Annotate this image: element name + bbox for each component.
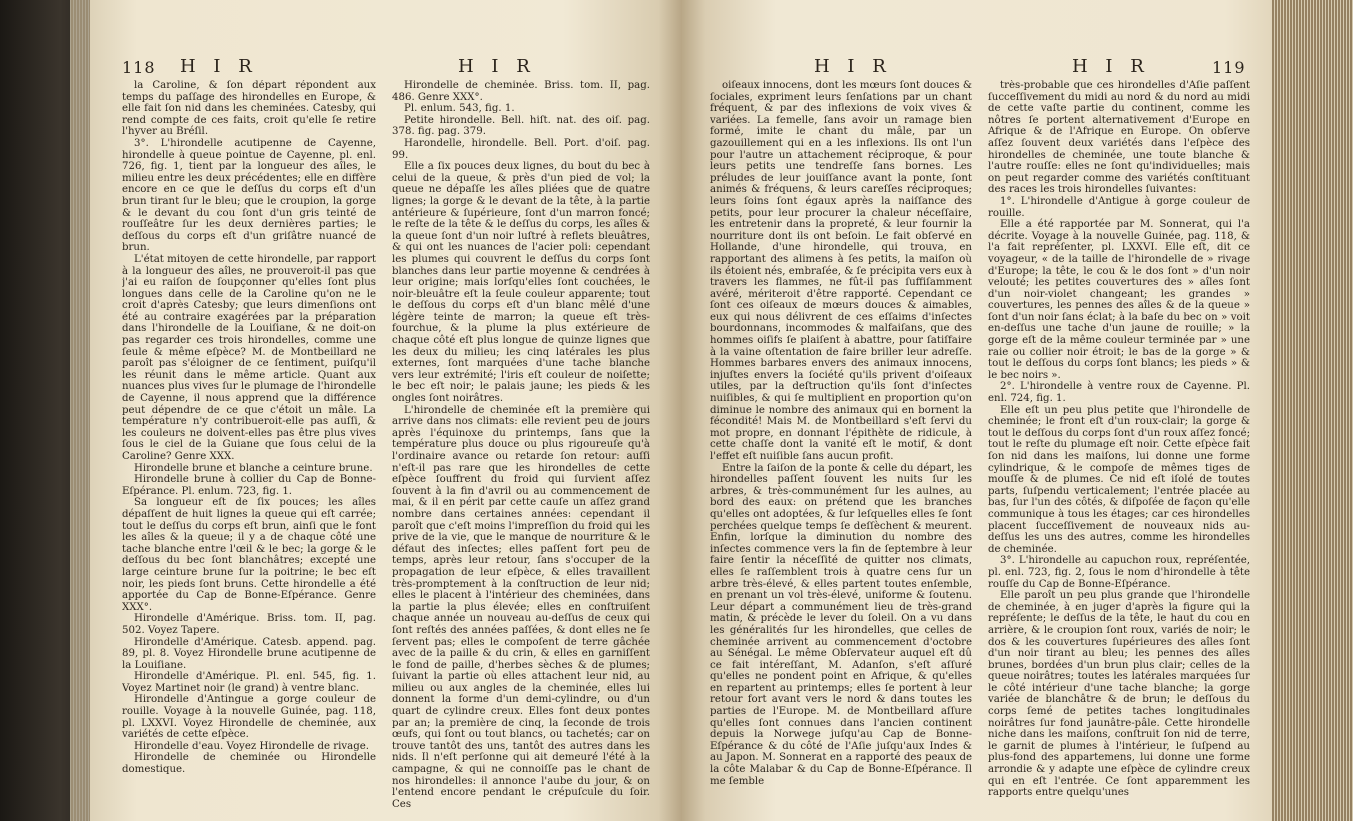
left-page [90, 0, 682, 821]
text-paragraph: Hirondelle d'Antingue a gorge couleur de rouille. Voyage à la nouvelle Guinée, pag. 118, pl. LXXVI. Voyez Hirondelle de cheminée, aux variétés de cette eſpèce. [122, 694, 376, 741]
text-paragraph: Petite hirondelle. Bell. hiſt. nat. des oiſ. pag. 378. fig. pag. 379. [392, 114, 650, 138]
text-paragraph: Elle paroît un peu plus grande que l'hirondelle de cheminée, à en juger d'après la figure qui la repréſente; le deſſus de la tête, le haut du cou en arrière, & le croupion ſont roux, variés de noir; le dos & les couvertures ſupérieures des aîles ſont d'un noir tirant au bleu; les pennes des aîles brunes, bordées d'un brun plus clair; celles de la queue noirâtres; toutes les latérales marquées ſur le côté intérieur d'une tache blanche; la gorge variée de blanchâtre & de brun; le deſſous du corps ſemé de petites taches longitudinales noirâtres ſur fond jaunâtre-pâle. Cette hirondelle niche dans les maiſons, conſtruit ſon nid de terre, le garnit de plumes à l'intérieur, le ſuſpend au plus-fond des appartemens, lui donne une forme arrondie & y adapte une eſpèce de cylindre creux qui en eſt l'entrée. Ce ſont apparemment les rapports entre quelqu'unes [988, 590, 1250, 799]
text-paragraph: L'hirondelle de cheminée eſt la première qui arrive dans nos climats: elle revient peu de jours après l'équinoxe du printemps, ſans que la température plus douce ou plus rigoureuſe qu'à l'ordinaire avance ou retarde ſon retour: auſſi n'eſt-il pas rare que les hirondelles de cette eſpèce ſouffrent du froid qui ſurvient aſſez ſouvent à la fin d'avril ou au commencement de mai, & il en périt par cette cauſe un aſſez grand nombre dans certaines années: cependant il paroît que c'eſt moins l'impreſſion du froid qui les prive de la vie, que le manque de nourriture & le défaut des inſectes; elles paſſent fort peu de temps, après leur retour, ſans s'occuper de la propagation de leur eſpèce, & elles travaillent très-promptement à la conſtruction de leur nid; elles le placent à l'intérieur des cheminées, dans la partie la plus élevée; elles en conſtruiſent chaque année un nouveau au-deſſus de ceux qui ſont reſtés des années paſſées, & dont elles ne ſe ſervent pas; elles le compoſent de terre gâchée avec de la paille & du crin, & elles en garniſſent le fond de paille, d'herbes sèches & de plumes; ſuivant la partie où elles attachent leur nid, au milieu ou aux angles de la cheminée, elles lui donnent la forme d'un demi-cylindre, ou d'un quart de cylindre creux. Elles font deux pontes par an; la première de cinq, la ſeconde de trois œufs, qui ſont ou tout blancs, ou tachetés; car on trouve tantôt des uns, tantôt des autres dans les nids. Il n'eſt perſonne qui ait demeuré l'été à la campagne, & qui ne connoiſſe pas le chant de nos hirondelles: il annonce l'aube du jour, & on l'entend encore pendant le crépuſcule du ſoir. Ces [392, 404, 650, 810]
text-paragraph: Sa longueur eſt de ſix pouces; les aîles dépaſſent de huit lignes la queue qui eſt carrée; tout le deſſus du corps eſt brun, ainſi que le font les aîles & la queue; il y a de chaque côté une tache blanche entre l'œil & le bec; la gorge & le deſſous du bec ſont blanchâtres; excepté une large ceinture brune ſur la poitrine; le bec eſt noir, les pieds ſont bruns. Cette hirondelle a été apportée du Cap de Bonne-Eſpérance. Genre XXX°. [122, 497, 376, 613]
left-page-header [90, 58, 682, 80]
right-column-2 [988, 80, 1250, 810]
text-paragraph: Hirondelle de cheminée ou Hirondelle domestique. [122, 752, 376, 776]
text-paragraph: Entre la ſaiſon de la ponte & celle du départ, les hirondelles paſſent ſouvent les nuits ſur les arbres, & très-communément ſur les aulnes, au bord des eaux: on prétend que les branches qu'elles ont adoptées, & ſur leſquelles elles ſe ſont perchées quelque temps ſe deſſèchent & meurent. Enfin, lorſque la diminution du nombre des inſectes commence vers la fin de ſeptembre à leur faire ſentir la néceſſité de quitter nos climats, elles ſe raſſemblent trois à quatre cens ſur un arbre très-élevé, & elles partent toutes enſemble, en prenant un vol très-élevé, uniforme & ſoutenu. Leur départ a communément lieu de très-grand matin, & précède le lever du ſoleil. On a vu dans les généralités ſur les hirondelles, que celles de cheminée arrivent au commencement d'octobre au Sénégal. Le même Obſervateur auquel eſt dû ce fait intéreſſant, M. Adanſon, s'eſt aſſuré qu'elles ne pondent point en Afrique, & qu'elles en repartent au printemps; elles ſe portent à leur retour fort avant vers le nord & dans toutes les parties de l'Europe. M. de Montbeillard aſſure qu'elles ſont connues dans l'ancien continent depuis la Norwege juſqu'au Cap de Bonne-Eſpérance & du côté de l'Aſie juſqu'aux Indes & au Japon. M. Sonnerat en a rapporté des peaux de la côte Malabar & du Cap de Bonne-Eſpérance. Il me ſemble [710, 462, 972, 787]
text-paragraph: 1°. L'hirondelle d'Antigue à gorge couleur de rouille. [988, 195, 1250, 219]
text-paragraph: la Caroline, & ſon départ répondent aux temps du paſſage des hirondelles en Europe, & elle fait ſon nid dans les cheminées. Catesby, qui rend compte de ces faits, croit qu'elle ſe retire l'hyver au Bréſil. [122, 80, 376, 138]
right-page-header [682, 58, 1272, 80]
text-paragraph: Harondelle, hirondelle. Bell. Port. d'oiſ. pag. 99. [392, 137, 650, 161]
left-running-head: H I R [180, 56, 258, 77]
text-paragraph: Hirondelle d'Amérique. Briss. tom. II, pag. 502. Voyez Tapere. [122, 613, 376, 636]
text-paragraph: Hirondelle d'eau. Voyez Hirondelle de rivage. [134, 740, 370, 752]
right-page [682, 0, 1272, 821]
text-paragraph: oiſeaux innocens, dont les mœurs ſont douces & ſociales, expriment leurs ſenſations par un chant fréquent, & par des inflexions de voix vives & variées. La femelle, ſans avoir un ramage bien formé, imite le chant du mâle, par un gazouillement qui en a les inflexions. Ils ont l'un pour l'autre un attachement réciproque, & pour leurs petits une tendreſſe ſans bornes. Les préludes de leur jouiſſance avant la ponte, ſont animés & fréquens, & leurs careſſes réciproques; leurs ſoins ſont égaux après la naiſſance des petits, pour leur procurer la chaleur néceſſaire, les entretenir dans la propreté, & leur fournir la nourriture dont ils ont beſoin. Le fait obſervé en Hollande, d'une hirondelle, qui trouva, en rapportant des alimens à ſes petits, la maiſon où ils étoient nés, embraſée, & ſe précipita vers eux à travers les flammes, ne fût-il pas ſuffiſamment avéré, mériteroit d'être rapporté. Cependant ce ſont ces oiſeaux de mœurs douces & aimables, eux qui nous délivrent de ces eſſaims d'inſectes bourdonnans, incommodes & malfaiſans, que des hommes oiſifs ſe plaiſent à abattre, pour ſatiſfaire à la vaine oſtentation de faire briller leur adreſſe. Hommes barbares envers des animaux innocens, injuſtes envers la ſociété qu'ils privent d'oiſeaux utiles, par la deſtruction qu'ils ſont d'inſectes nuiſibles, & qui ſe multiplient en proportion qu'on diminue le nombre des animaux qui en bornent la fécondité! Mais M. de Montbeillard s'eſt ſervi du mot propre, en donnant l'épithète de ridicule, à cette chaſſe dont la vanité eſt le motif, & dont l'effet eſt nuiſible ſans aucun profit. [710, 80, 972, 462]
right-page-number: 119 [1212, 58, 1246, 77]
text-paragraph: Hirondelle brune à collier du Cap de Bonne-Eſpérance. Pl. enlum. 723, fig. 1. [122, 474, 376, 497]
text-paragraph: Elle eſt un peu plus petite que l'hirondelle de cheminée; le front eſt d'un roux-clair; la gorge & tout le deſſous du corps ſont d'un roux aſſez foncé; tout le reſte du plumage eſt noir. Cette eſpèce fait ſon nid dans les maiſons, lui donne une forme cylindrique, & le compoſe de mêmes tiges de mouſſe & de plumes. Ce nid eſt iſolé de toutes parts, ſuſpendu verticalement; l'entrée placée au bas, ſur l'un des côtés, & diſpoſée de façon qu'elle communique à tous les étages; car ces hirondelles placent ſucceſſivement de nouveaux nids au-deſſus les uns des autres, comme les hirondelles de cheminée. [988, 404, 1250, 555]
text-paragraph: très-probable que ces hirondelles d'Aſie paſſent ſucceſſivement du midi au nord & du nord au midi de cette vaſte partie du continent, comme les nôtres ſe portent alternativement d'Europe en Afrique & de l'Afrique en Europe. On obſerve aſſez ſouvent deux variétés dans l'eſpèce des hirondelles de cheminée, une toute blanche & l'autre rouſſe: elles ne ſont qu'individuelles; mais on peut regarder comme des variétés conſtituant des races les trois hirondelles ſuivantes: [988, 80, 1250, 196]
text-paragraph: Hirondelle d'Amérique. Catesb. append. pag. 89, pl. 8. Voyez Hirondelle brune acutipenne de la Louiſiane. [122, 636, 376, 671]
left-running-head-2: H I R [458, 56, 536, 77]
right-running-head-right: H I R [1072, 56, 1150, 77]
right-page-edges [1268, 0, 1353, 821]
right-running-head-left: H I R [814, 56, 892, 77]
text-paragraph: 2°. L'hirondelle à ventre roux de Cayenne. Pl. enl. 724, fig. 1. [988, 381, 1250, 405]
left-column-1 [122, 80, 376, 810]
text-paragraph: L'état mitoyen de cette hirondelle, par rapport à la longueur des aîles, ne prouveroit-il pas que j'ai eu raiſon de ſoupçonner qu'elles ſont plus longues dans celle de la Caroline qu'on ne le croit d'après Catesby; que leurs dimenſions ont été au contraire exagérées par la préparation dans l'hirondelle de la Louiſiane, & ne doit-on pas regarder ces trois hirondelles, comme une ſeule & même eſpèce? M. de Montbeillard ne paroît pas s'éloigner de ce ſentiment, puiſqu'il les réunit dans le même article. Quant aux nuances plus vives ſur le plumage de l'hirondelle de Cayenne, il nous apprend que la différence peut dépendre de ce que c'étoit un mâle. La température n'y contribueroit-elle pas auſſi, & les couleurs ne doivent-elles pas être plus vives ſous le ciel de la Guiane que ſous celui de la Caroline? Genre XXX. [122, 253, 376, 462]
text-paragraph: Hirondelle brune et blanche a ceinture brune. [134, 462, 373, 474]
text-paragraph: Hirondelle d'Amérique. Pl. enl. 545, fig. 1. Voyez Martinet noir (le grand) à ventre blanc. [122, 671, 376, 694]
right-column-1 [710, 80, 972, 810]
text-paragraph: 3°. L'hirondelle au capuchon roux, repréſentée, pl. enl. 723, fig. 2, ſous le nom d'hirondelle à tête rouſſe du Cap de Bonne-Eſpérance. [988, 555, 1250, 590]
text-paragraph: Hirondelle de cheminée. Briss. tom. II, pag. 486. Genre XXX°. [392, 80, 650, 103]
left-column-2 [392, 80, 650, 810]
text-paragraph: Pl. enlum. 543, fig. 1. [404, 103, 515, 115]
text-paragraph: Elle a été rapportée par M. Sonnerat, qui l'a décrite. Voyage à la nouvelle Guinée, pag. 118, & l'a fait repréſenter, pl. LXXVI. Elle eſt, dit ce voyageur, « de la taille de l'hirondelle de » rivage d'Europe; la tête, le cou & le dos ſont » d'un noir velouté; les petites couvertures des » aîles ſont d'un noir-violet changeant; les grandes » couvertures, les pennes des aîles & de la queue » ſont d'un noir ſans éclat; à la baſe du bec on » voit en-deſſus une tache d'un jaune de rouille; » la gorge eſt de la même couleur terminée par » une raie ou collier noir étroit; le bas de la gorge » & tout le deſſous du corps ſont blancs; les pieds » & le bec noirs ». [988, 219, 1250, 381]
text-paragraph: 3°. L'hirondelle acutipenne de Cayenne, hirondelle à queue pointue de Cayenne, pl. enl. 726, fig. 1, tient par la longueur des aîles, le milieu entre les deux précédentes; elle en diffère encore en ce que le deſſus du corps eſt d'un brun tirant ſur le bleu; que le croupion, la gorge & le devant du cou ſont d'un gris teinté de rouſſeâtre ſur les deux dernières parties; le deſſous du corps eſt d'un griſâtre nuancé de brun. [122, 137, 376, 254]
left-page-number: 118 [122, 58, 156, 77]
text-paragraph: Elle a ſix pouces deux lignes, du bout du bec à celui de la queue, & près d'un pied de vol; la queue ne dépaſſe les aîles pliées que de quatre lignes; la gorge & le devant de la tête, à la partie antérieure & ſupérieure, ſont d'un marron foncé; le reſte de la tête & le deſſus du corps, les aîles & la queue ſont d'un noir luſtré à reflets bleuâtres, & qui ont les nuances de l'acier poli: cependant les plumes qui couvrent le deſſus du corps ſont blanches dans leur partie moyenne & cendrées à leur origine; mais lorſqu'elles ſont couchées, le noir-bleuâtre eſt la ſeule couleur apparente; tout le deſſous du corps eſt d'un blanc mêlé d'une légère teinte de marron; la queue eſt très-fourchue, & la plume la plus extérieure de chaque côté eſt plus longue de quinze lignes que les deux du milieu; les cinq latérales les plus externes, ſont marquées d'une tache blanche vers leur extrémité; l'iris eſt couleur de noiſette; le bec eſt noir; le palais jaune; les pieds & les ongles ſont noirâtres. [392, 161, 650, 405]
